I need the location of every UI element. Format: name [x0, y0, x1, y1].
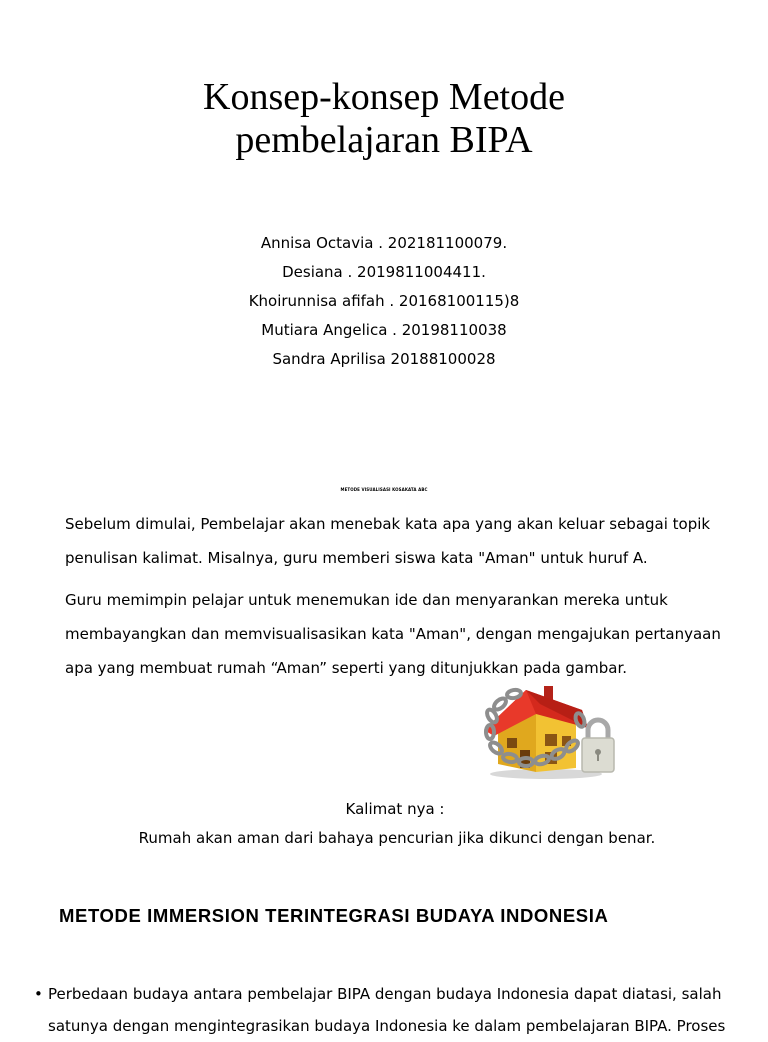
author-line: Annisa Octavia . 202181100079. — [260, 234, 508, 252]
author-line: Desiana . 2019811004411. — [282, 263, 486, 281]
presentation-title — [0, 76, 768, 162]
author-line: Sandra Aprilisa 20188100028 — [272, 350, 496, 368]
author-line: Mutiara Angelica . 20198110038 — [261, 321, 507, 339]
slide-heading: METODE IMMERSION TERINTEGRASI BUDAYA INDONESIA — [59, 905, 609, 926]
title-line-1: Konsep-konsep Metode — [203, 76, 565, 118]
bullet-text: Perbedaan budaya antara pembelajar BIPA dengan budaya Indonesia dapat diatasi, salah satunya dengan mengintegrasikan budaya Indonesia ke dalam pembelajaran BIPA. Proses — [48, 985, 726, 1035]
house-chained-padlock-icon — [480, 680, 618, 780]
paragraph-intro: Sebelum dimulai, Pembelajar akan menebak kata apa yang akan keluar sebagai topik penulisan kalimat. Misalnya, guru memberi siswa kata "Aman" untuk huruf A. — [65, 515, 711, 567]
kalimat-sentence: Rumah akan aman dari bahaya pencurian jika dikunci dengan benar. — [138, 829, 656, 847]
title-line-2: pembelajaran BIPA — [235, 119, 533, 161]
author-line: Khoirunnisa afifah . 20168100115)8 — [248, 292, 520, 310]
bullet-dot: • — [34, 985, 43, 1003]
kalimat-label: Kalimat nya : — [345, 800, 445, 818]
small-slide-title: METODE VISUALISASI KOSAKATA ABC — [340, 487, 428, 492]
author-list — [0, 229, 768, 374]
paragraph-guru: Guru memimpin pelajar untuk menemukan ide dan menyarankan mereka untuk membayangkan dan memvisualisasikan kata "Aman", dengan mengajukan pertanyaan apa yang membuat rumah “Aman” seperti yang ditunjukkan pada gambar. — [65, 591, 721, 677]
